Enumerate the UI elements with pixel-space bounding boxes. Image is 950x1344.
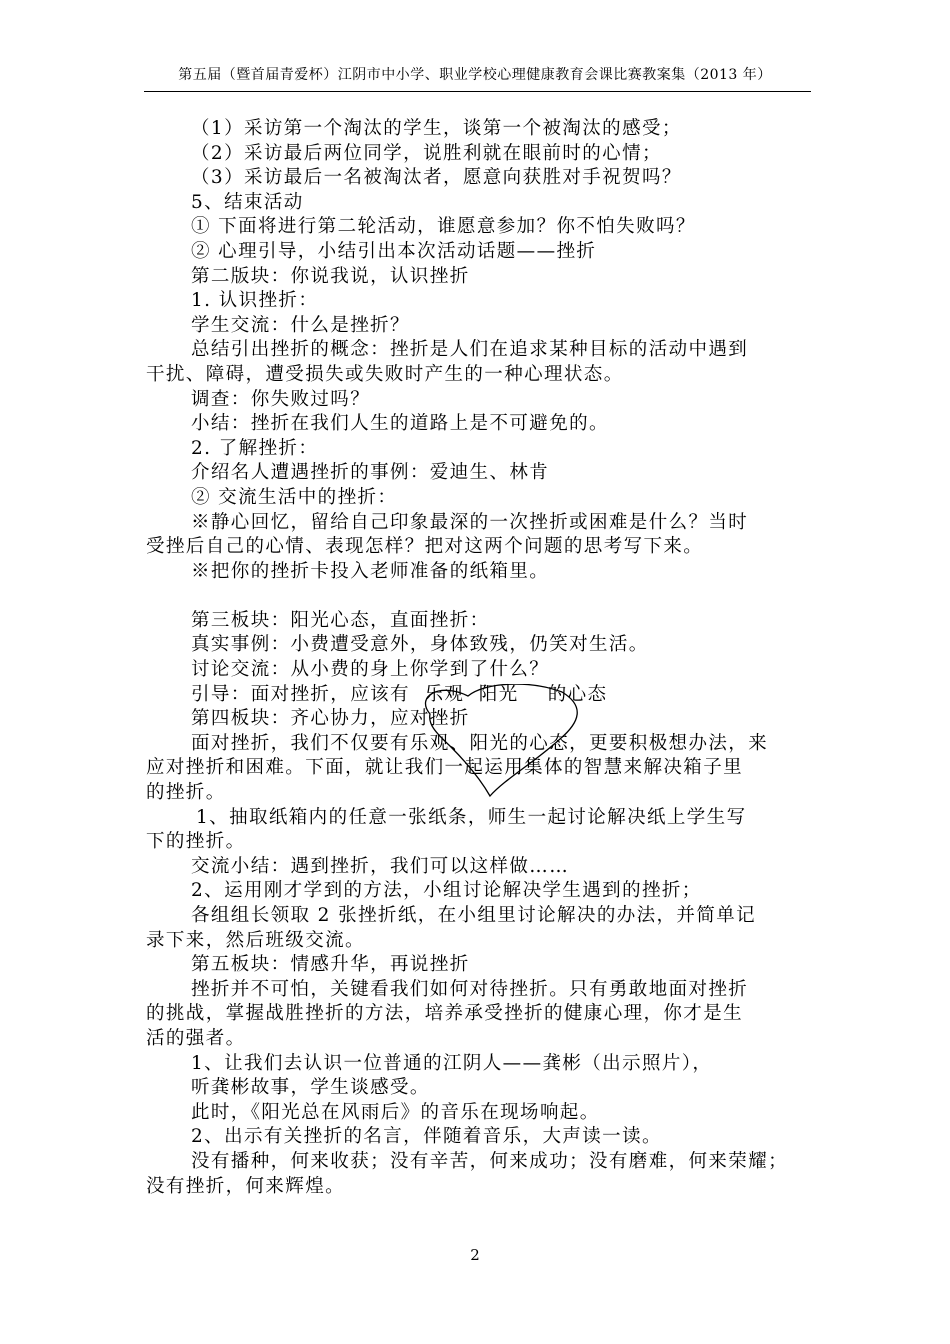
- text-line: ※把你的挫折卡投入老师准备的纸箱里。: [191, 560, 550, 582]
- text-line: 听龚彬故事，学生谈感受。: [191, 1077, 430, 1099]
- header-divider: [144, 91, 811, 92]
- text-line: 下的挫折。: [146, 831, 246, 853]
- text-line: 真实事例：小费遭受意外，身体致残，仍笑对生活。: [191, 634, 649, 656]
- text-line: 2. 了解挫折：: [191, 437, 319, 459]
- page-number: 2: [470, 1246, 480, 1264]
- text-line: 总结引出挫折的概念：挫折是人们在追求某种目标的活动中遇到: [191, 339, 749, 361]
- text-line: 此时，《阳光总在风雨后》的音乐在现场响起。: [191, 1101, 600, 1123]
- text-line: ② 交流生活中的挫折：: [191, 486, 398, 508]
- text-line: 录下来，然后班级交流。: [146, 929, 365, 951]
- text-line: 各组组长领取 2 张挫折纸，在小组里讨论解决的办法，并简单记: [191, 905, 757, 926]
- text-line: 交流小结：遇到挫折，我们可以这样做……: [191, 855, 570, 877]
- text-line: ② 心理引导，小结引出本次活动话题——挫折: [191, 240, 597, 262]
- text-line: 受挫后自己的心情、表现怎样？把对这两个问题的思考写下来。: [146, 536, 704, 558]
- text-line: 挫折并不可怕，关键看我们如何对待挫折。只有勇敢地面对挫折: [191, 978, 749, 1000]
- text-line: 第五板块：情感升华，再说挫折: [191, 954, 470, 976]
- text-line: （2）采访最后两位同学，说胜利就在眼前时的心情；: [191, 142, 662, 164]
- text-line: 面对挫折，我们不仅要有乐观、阳光的心态，更要积极想办法，来: [191, 732, 769, 754]
- text-line: （1）采访第一个淘汰的学生，谈第一个被淘汰的感受；: [191, 118, 682, 139]
- text-line: 调查：你失败过吗？: [191, 388, 371, 410]
- text-line: 学生交流：什么是挫折？: [191, 314, 410, 336]
- text-line: 的挫折。: [146, 782, 226, 804]
- text-line: 的挑战，掌握战胜挫折的方法，培养承受挫折的健康心理，你才是生: [146, 1003, 744, 1025]
- text-line: 引导：面对挫折，应该有 乐观 阳光 的心态: [191, 683, 608, 705]
- text-line: 1. 认识挫折：: [191, 290, 319, 312]
- text-line: （3）采访最后一名被淘汰者，愿意向获胜对手祝贺吗？: [191, 167, 682, 189]
- text-line: 小结：挫折在我们人生的道路上是不可避免的。: [191, 413, 609, 435]
- document-body: [146, 117, 810, 1199]
- text-line: 第二版块：你说我说，认识挫折: [191, 265, 470, 287]
- blank-line: [146, 584, 810, 609]
- text-line: 没有挫折，何来辉煌。: [146, 1175, 346, 1197]
- text-line: 介绍名人遭遇挫折的事例：爱迪生、林肯: [191, 462, 550, 484]
- text-line: 活的强者。: [146, 1027, 246, 1049]
- text-line: 没有播种，何来收获；没有辛苦，何来成功；没有磨难，何来荣耀；: [191, 1150, 789, 1172]
- text-line: 应对挫折和困难。下面，就让我们一起运用集体的智慧来解决箱子里: [146, 757, 744, 779]
- text-line: 1、让我们去认识一位普通的江阴人——龚彬（出示照片），: [191, 1052, 713, 1074]
- text-line: 5、结束活动: [191, 191, 304, 213]
- text-line: ① 下面将进行第二轮活动，谁愿意参加？你不怕失败吗？: [191, 216, 696, 238]
- page-header: 第五届（暨首届青爱杯）江阴市中小学、职业学校心理健康教育会课比赛教案集（2013 年）: [178, 67, 772, 83]
- text-line: 干扰、障碍，遭受损失或失败时产生的一种心理状态。: [146, 363, 624, 385]
- text-line: 第四板块：齐心协力，应对挫折: [191, 708, 470, 730]
- text-line: 第三板块：阳光心态，直面挫折：: [191, 609, 490, 631]
- text-line: 讨论交流：从小费的身上你学到了什么？: [191, 659, 550, 681]
- text-line: 2、运用刚才学到的方法，小组讨论解决学生遇到的挫折；: [191, 880, 702, 902]
- text-line: ※静心回忆，留给自己印象最深的一次挫折或困难是什么？当时: [191, 511, 749, 533]
- text-line: 2、出示有关挫折的名言，伴随着音乐，大声读一读。: [191, 1126, 662, 1148]
- text-line: 1、抽取纸箱内的任意一张纸条，师生一起讨论解决纸上学生写: [196, 806, 747, 828]
